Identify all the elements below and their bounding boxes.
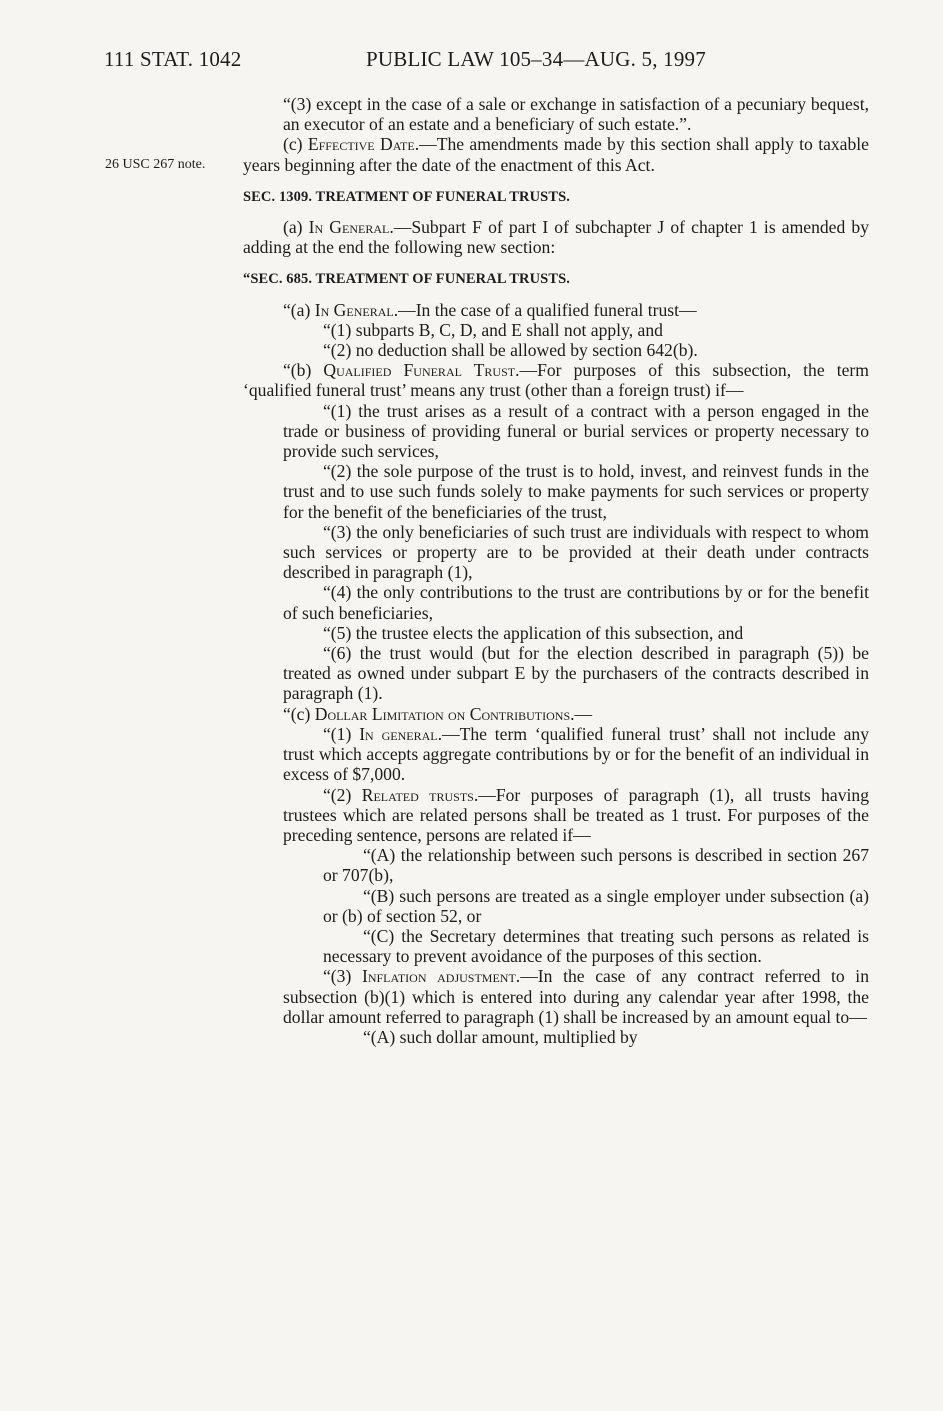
text-run: “(5) the trustee elects the application of this subsection, and (323, 622, 744, 643)
paragraph (243, 300, 869, 320)
text-run: .—The term ‘qualified funeral trust’ shall not include any trust which accepts aggregate contributions by or for the benefit of an individual in excess of $7,000. (283, 723, 869, 785)
paragraph (243, 461, 869, 522)
paragraph (243, 134, 869, 174)
paragraph (243, 582, 869, 622)
text-run: “(1) the trust arises as a result of a contract with a person engaged in the trade or business of providing funeral or burial services or property necessary to provide such services, (283, 400, 869, 462)
margin-note: 26 USC 267 note. (105, 157, 206, 172)
text-run: “(3) the only beneficiaries of such trust are individuals with respect to whom such services or property are to be provided at their death under contracts described in paragraph (1), (283, 521, 869, 583)
small-caps-run: Dollar Limitation on Contributions (314, 703, 571, 724)
small-caps-run: Related trusts (361, 784, 474, 805)
text-run: (c) (283, 134, 308, 155)
text-run: .—For purposes of this subsection, the term ‘qualified funeral trust’ means any trust (other than a foreign trust) if— (243, 360, 869, 401)
public-law-header: PUBLIC LAW 105–34—AUG. 5, 1997 (366, 47, 706, 71)
text-run: “(2) no deduction shall be allowed by section 642(b). (323, 340, 698, 361)
paragraph (243, 522, 869, 583)
text-run: (a) (283, 217, 309, 238)
section-heading (243, 187, 869, 207)
paragraph (243, 340, 869, 360)
text-run: .—Subpart F of part I of subchapter J of chapter 1 is amended by adding at the end the following new section: (243, 217, 869, 258)
text-run: “(a) (283, 299, 315, 320)
small-caps-run: Inflation adjustment (361, 966, 516, 987)
paragraph (243, 926, 869, 966)
text-run: “(2) the sole purpose of the trust is to hold, invest, and reinvest funds in the trust and to use such funds solely to make payments for such services or property for the benefit of the beneficiaries of the trust, (283, 461, 869, 522)
text-run: “SEC. 685. TREATMENT OF FUNERAL TRUSTS. (243, 271, 570, 288)
paragraph (243, 966, 869, 1027)
small-caps-run: Effective Date (307, 134, 415, 155)
small-caps-run: In General (314, 299, 394, 320)
small-caps-run: In General (308, 217, 390, 238)
section-heading (243, 269, 869, 289)
text-run: “(3) (323, 966, 362, 987)
paragraph (243, 785, 869, 846)
body-text (243, 94, 869, 1047)
text-run: “(4) the only contributions to the trust are contributions by or for the benefit of such beneficiaries, (283, 582, 869, 623)
text-run: “(b) (283, 360, 324, 381)
text-run: “(C) the Secretary determines that treating such persons as related is necessary to prevent avoidance of the purposes of this section. (323, 925, 869, 967)
text-run: SEC. 1309. TREATMENT OF FUNERAL TRUSTS. (243, 188, 570, 205)
text-run: .—For purposes of paragraph (1), all trusts having trustees which are related persons shall be treated as 1 trust. For purposes of the preceding sentence, persons are related if— (283, 784, 869, 845)
paragraph (243, 724, 869, 785)
text-run: “(A) the relationship between such persons is described in section 267 or 707(b), (323, 845, 869, 886)
text-run: .—In the case of a qualified funeral trust— (393, 299, 697, 320)
small-caps-run: Qualified Funeral Trust (323, 360, 516, 381)
text-run: “(6) the trust would (but for the election described in paragraph (5)) be treated as owned under subpart E by the purchasers of the contracts described in paragraph (1). (283, 643, 869, 704)
statute-page-number: 111 STAT. 1042 (104, 47, 242, 71)
text-run: .— (570, 703, 593, 724)
paragraph (243, 217, 869, 257)
paragraph (243, 1027, 869, 1047)
text-run: “(c) (283, 703, 315, 724)
paragraph (243, 401, 869, 462)
text-run: “(A) such dollar amount, multiplied by (363, 1026, 638, 1047)
text-run: “(2) (323, 784, 362, 805)
paragraph (243, 320, 869, 340)
paragraph (243, 704, 869, 724)
small-caps-run: In general (359, 723, 438, 744)
text-run: .—The amendments made by this section shall apply to taxable years beginning after the date of the enactment of this Act. (243, 134, 869, 175)
text-run: “(1) subparts B, C, D, and E shall not apply, and (323, 319, 663, 340)
text-run: “(B) such persons are treated as a single employer under subsection (a) or (b) of section 52, or (323, 885, 869, 926)
paragraph (243, 643, 869, 704)
paragraph (243, 845, 869, 885)
text-run: .—In the case of any contract referred to in subsection (b)(1) which is entered into during any calendar year after 1998, the dollar amount referred to paragraph (1) shall be increased by an amount equal to— (283, 966, 869, 1027)
paragraph (243, 623, 869, 643)
text-run: “(3) except in the case of a sale or exchange in satisfaction of a pecuniary bequest, an executor of an estate and a beneficiary of such estate.”. (283, 94, 869, 135)
paragraph (243, 886, 869, 926)
text-run: “(1) (323, 723, 360, 744)
paragraph (243, 94, 869, 134)
paragraph (243, 360, 869, 400)
